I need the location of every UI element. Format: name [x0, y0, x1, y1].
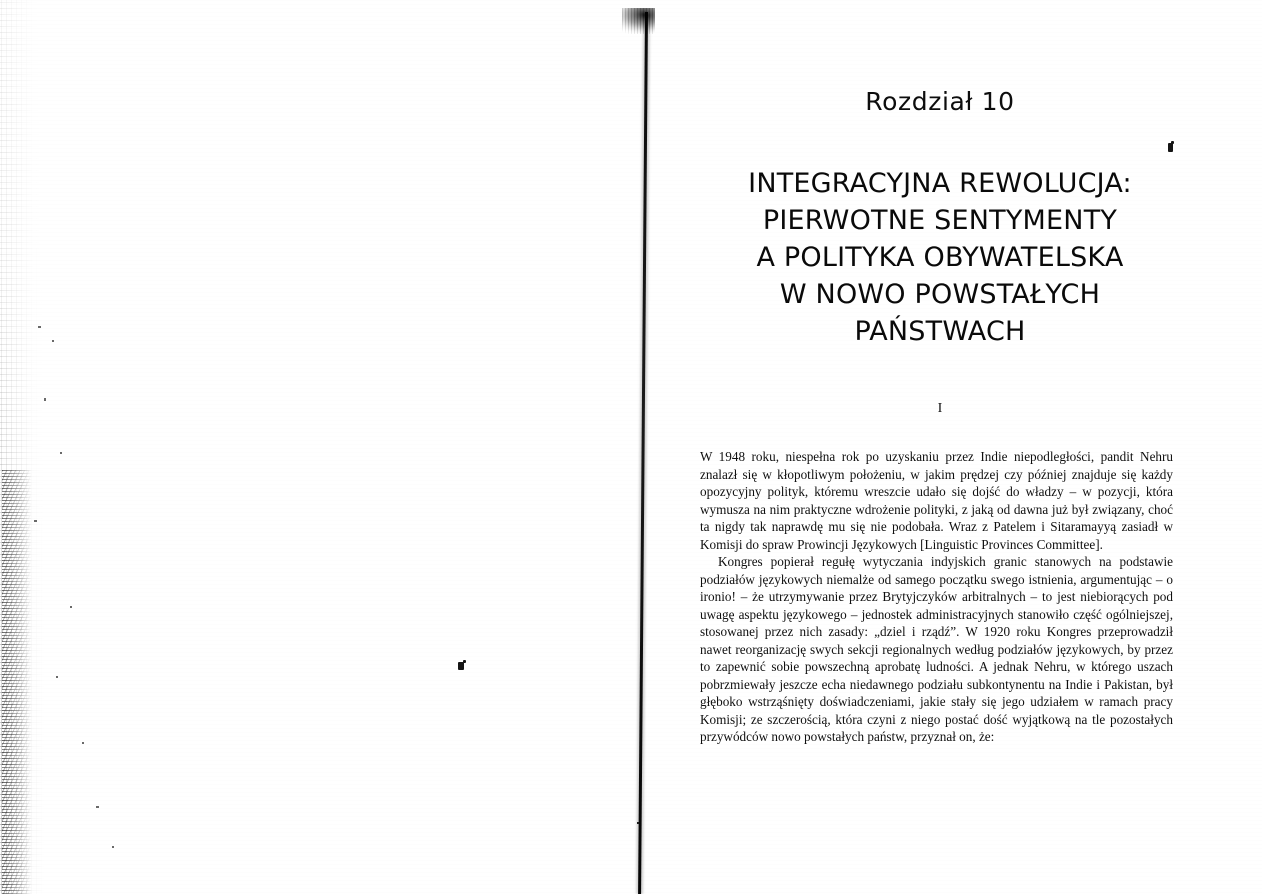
chapter-title-line: A POLITYKA OBYWATELSKA: [756, 242, 1124, 273]
scan-fleck: [112, 846, 114, 848]
scan-fleck: [38, 326, 41, 328]
ink-speck: [458, 662, 464, 670]
scan-fleck: [96, 806, 99, 808]
body-paragraph: Kongres popierał regułę wytyczania indyjskich granic stanowych na podstawie podziałów językowych niemalże od samego początku swego istnienia, argumentując – o ironio! – że utrzymywanie przez Brytyjczyków arbitralnych – to jest niebiorących pod uwagę aspektu językowego – jednostek administracyjnych stanowiło część ogólniejszej, stosowanej przez nich zasady: „dziel i rządź”. W 1920 roku Kongres przeprowadził nawet reorganizację swych sekcji regionalnych według podziałów językowych, by przez to zapewnić sobie powszechną aprobatę ludności. A jednak Nehru, w którego uszach pobrzmiewały jeszcze echa niedawnego podziału subkontynentu na Indie i Pakistan, był głęboko wstrząśnięty doświadczeniami, jakie stały się jego udziałem w ramach pracy Komisji; ze szczerością, która czyni z niego postać dość wyjątkową na tle pozostałych przywódców nowo powstałych państw, przyznał on, że:: [700, 554, 1173, 744]
scan-edge-noise-dense: [2, 470, 32, 894]
scan-fleck: [70, 606, 72, 608]
chapter-title-line: W NOWO POWSTAŁYCH: [779, 279, 1101, 310]
chapter-title-line: PIERWOTNE SENTYMENTY: [762, 205, 1118, 236]
ink-speck: [463, 660, 466, 663]
ink-speck: [1168, 143, 1173, 152]
recto-printed-page: [655, 0, 1262, 894]
body-text-block: [700, 448, 1173, 746]
scan-fleck: [60, 452, 62, 454]
ink-speck: [1171, 141, 1174, 144]
body-paragraph: W 1948 roku, niespełna rok po uzyskaniu przez Indie niepodległości, pandit Nehru znalazł się w kłopotliwym położeniu, w jakim prędzej czy później znajduje się każdy opozycyjny polityk, któremu wreszcie udało się dojść do władzy – w pozycji, która wymusza na nim praktyczne wdrożenie polityki, z jaką od dawna już był związany, choć ta nigdy tak naprawdę mu się nie podobała. Wraz z Patelem i Sitaramayyą zasiadł w Komisji do spraw Prowincji Językowych [Linguistic Provinces Committee].: [700, 449, 1173, 552]
section-number-mark: I: [937, 401, 943, 416]
chapter-number: Rozdział 10: [865, 87, 1015, 116]
chapter-title-line: INTEGRACYJNA REWOLUCJA:: [748, 168, 1132, 199]
scan-fleck: [44, 398, 46, 401]
chapter-title: [675, 165, 1205, 350]
chapter-title-line: PAŃSTWACH: [854, 316, 1026, 347]
scan-fleck: [82, 742, 84, 744]
scan-fleck: [34, 520, 37, 522]
scan-fleck: [56, 676, 58, 678]
scan-fleck: [52, 340, 54, 342]
